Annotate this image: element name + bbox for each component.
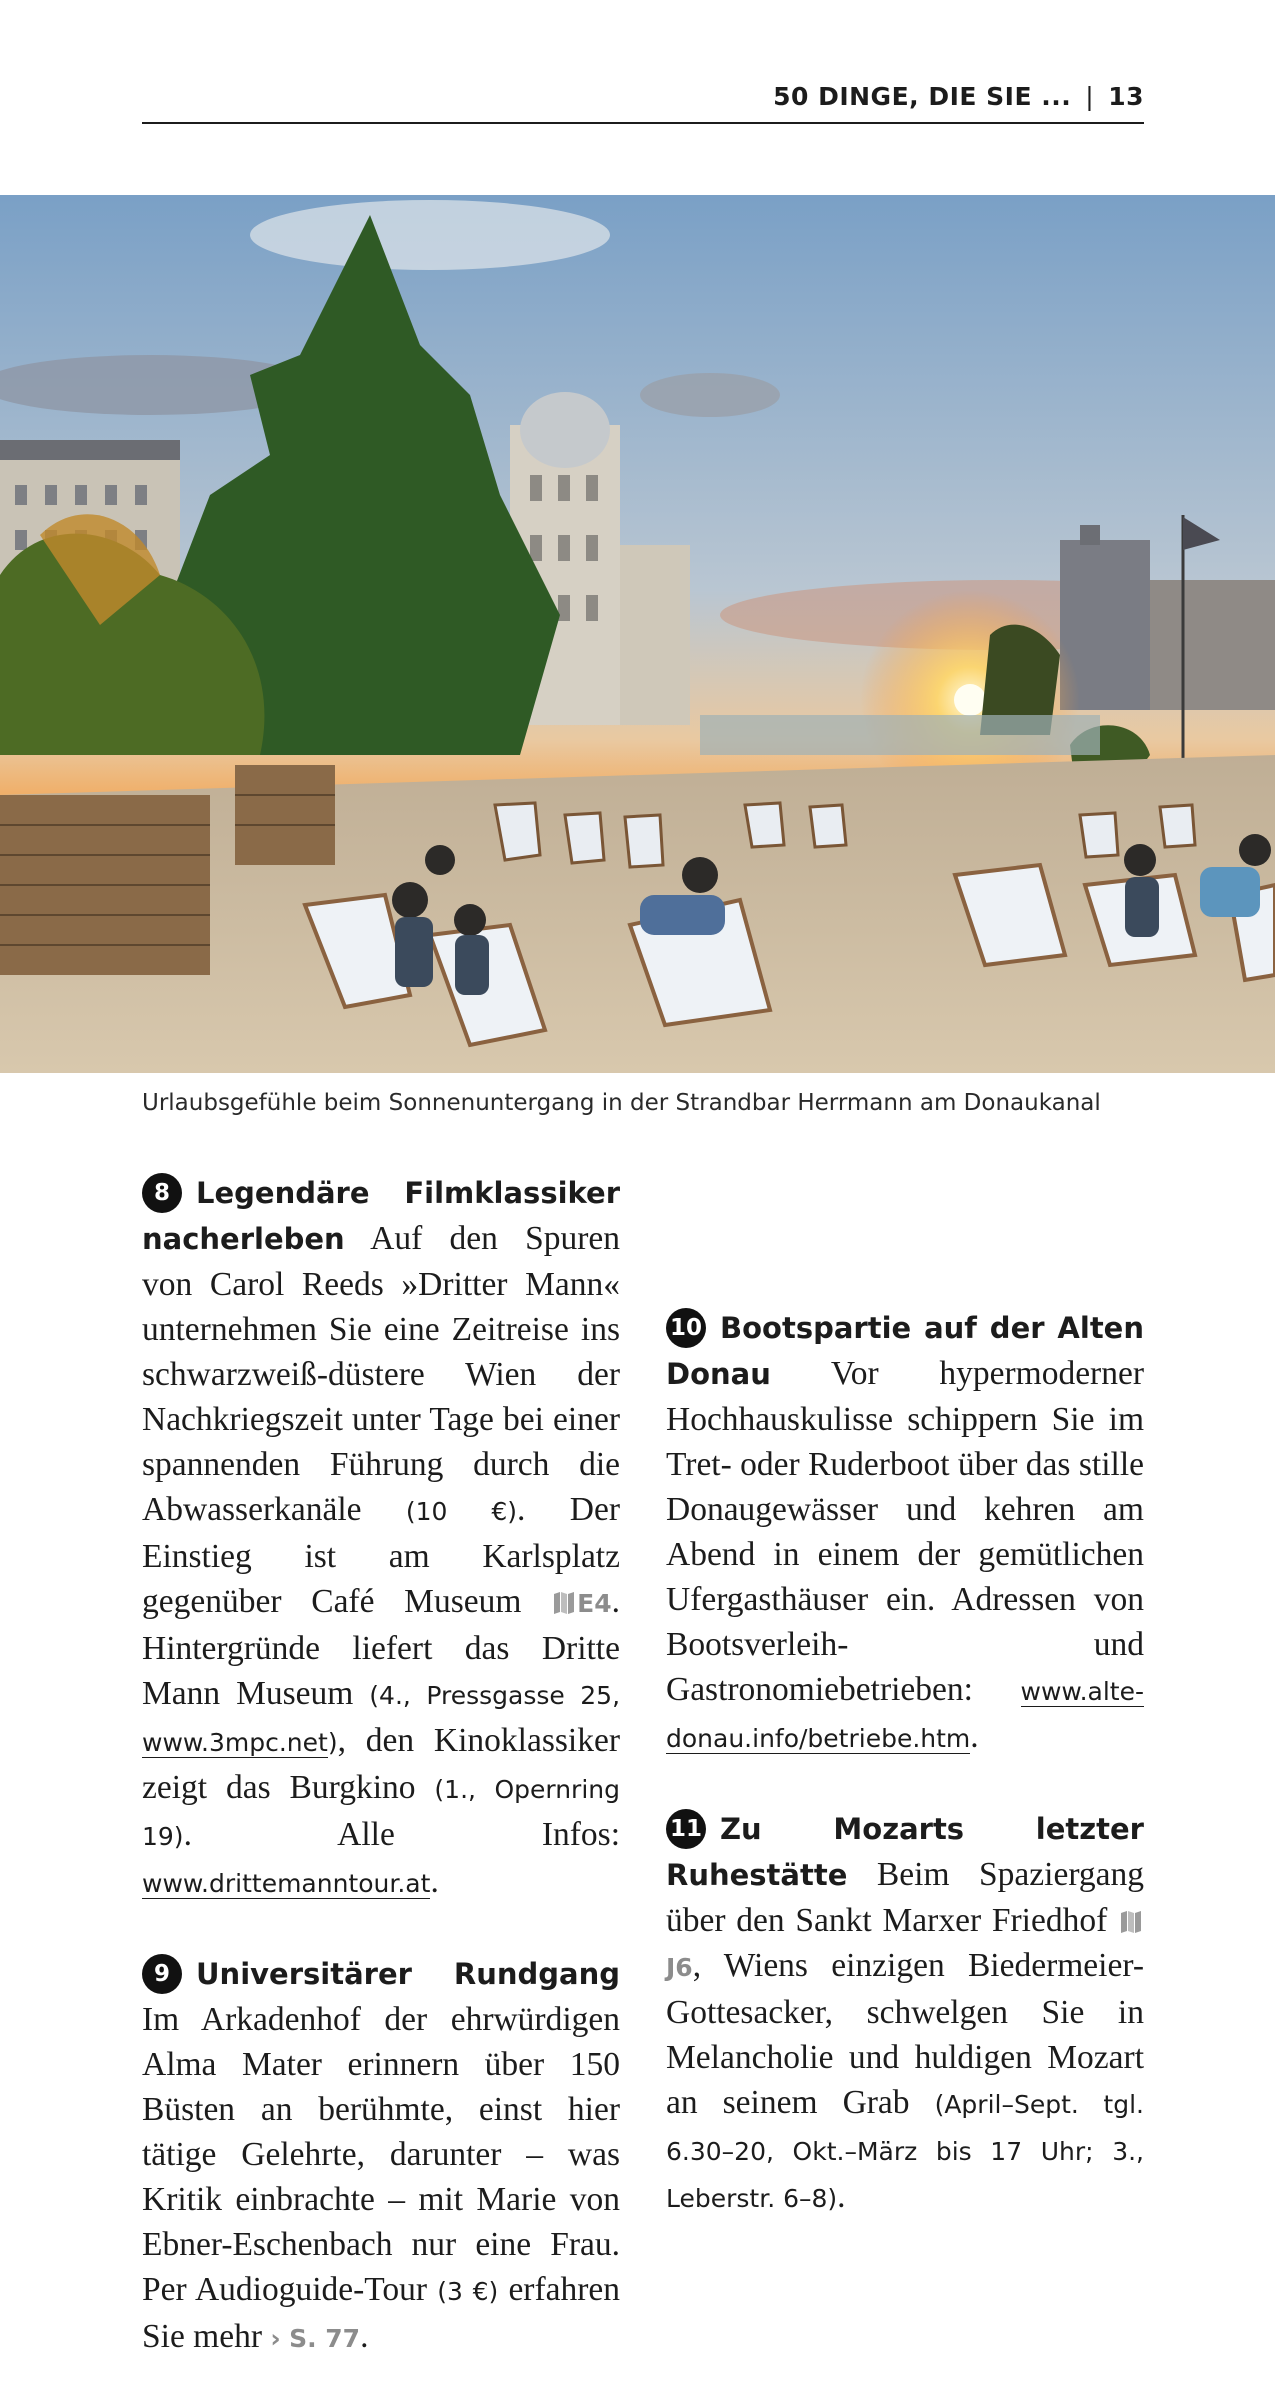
tip-body: . Hintergründe liefert das Dritte Mann Museum xyxy=(142,1583,620,1712)
running-header xyxy=(142,70,1144,124)
tip-entry-9 xyxy=(142,1951,620,2361)
tip-title: Zu Mozarts letzter Ruhestätte xyxy=(666,1812,1144,1892)
tip-body: . Der Einstieg ist am Karlsplatz gegenüber Café Museum xyxy=(142,1491,620,1620)
tip-end: . xyxy=(360,2318,369,2355)
tip-address: (1., Opernring 19) xyxy=(142,1775,620,1851)
map-reference[interactable]: E4 xyxy=(577,1589,612,1618)
tip-title: Legendäre Filmklassiker nacherleben xyxy=(142,1176,620,1256)
tip-body: Beim Spaziergang über den Sankt Marxer Friedhof xyxy=(666,1856,1144,1939)
tip-end: . xyxy=(970,1718,979,1755)
tip-number-badge: 11 xyxy=(666,1809,706,1849)
page-reference[interactable]: S. 77 xyxy=(289,2324,361,2353)
tip-title: Universitärer Rundgang xyxy=(196,1957,620,1991)
website-link[interactable]: www.3mpc.net xyxy=(142,1728,328,1757)
tip-body: . Alle Infos: xyxy=(183,1816,620,1853)
running-title: 50 DINGE, DIE SIE ... xyxy=(773,82,1072,111)
page-number: 13 xyxy=(1108,82,1144,111)
tip-entry-8 xyxy=(142,1170,620,1906)
tip-number-badge: 8 xyxy=(142,1173,182,1213)
chevron-right-icon: › xyxy=(270,2324,281,2353)
tip-opening-hours: (April–Sept. tgl. 6.30–20, Okt.–März bis 17 Uhr; 3., Leberstr. 6–8) xyxy=(666,2090,1144,2213)
tip-price: (3 €) xyxy=(437,2277,499,2306)
beach-bar-photo xyxy=(0,195,1275,1073)
map-icon xyxy=(1120,1901,1142,1925)
tip-body: Im Arkadenhof der ehrwürdigen Alma Mater erinnern über 150 Büsten an berühmte, einst hier tätige Gelehrte, darunter – was Kritik einbrachte – mit Marie von Ebner-Eschenbach nur eine Frau. Per Audioguide-Tour xyxy=(142,2001,620,2308)
tip-address: (4., Pressgasse 25, xyxy=(369,1681,621,1710)
tip-entry-11 xyxy=(666,1806,1144,2221)
tip-body: Vor hypermoderner Hochhauskulisse schippern Sie im Tret- oder Ruderboot über das stille Donaugewässer und kehren am Abend in einem der gemütlichen Ufergasthäuser ein. Adressen von Bootsverleih- und Gastronomiebetrieben: xyxy=(666,1355,1144,1708)
tip-body: erfahren Sie mehr xyxy=(142,2271,621,2355)
tip-price: (10 €) xyxy=(405,1497,518,1526)
tip-title: Bootspartie auf der Alten Donau xyxy=(666,1311,1144,1391)
tip-number-badge: 10 xyxy=(666,1308,706,1348)
tip-end: . xyxy=(430,1863,439,1900)
photo-caption: Urlaubsgefühle beim Sonnenuntergang in der Strandbar Herrmann am Donaukanal xyxy=(142,1090,1101,1116)
text-column-left xyxy=(142,1170,620,2406)
tip-entry-10 xyxy=(666,1305,1144,1761)
text-column-right xyxy=(666,1305,1144,2266)
header-separator: | xyxy=(1085,82,1095,111)
tip-body: , Wiens einzigen Biedermeier-Gottesacker, schwelgen Sie in Melancholie und huldigen Mozart an seinem Grab xyxy=(666,1947,1144,2121)
sunset-beach-illustration xyxy=(0,195,1275,1073)
tip-body: , den Kinoklassiker zeigt das Burgkino xyxy=(142,1722,620,1806)
tip-body: Auf den Spuren von Carol Reeds »Dritter Mann« unternehmen Sie eine Zeitreise ins schwarzweiß-düstere Wien der Nachkriegszeit unter Tage bei einer spannenden Führung durch die Abwasserkanäle xyxy=(142,1220,621,1528)
tip-end: . xyxy=(837,2178,846,2215)
map-reference[interactable]: J6 xyxy=(666,1953,693,1982)
map-icon xyxy=(553,1582,575,1606)
website-link[interactable]: www.drittemanntour.at xyxy=(142,1869,431,1898)
tip-address-close: ) xyxy=(327,1728,338,1757)
tip-number-badge: 9 xyxy=(142,1954,182,1994)
website-link[interactable]: www.alte-donau.info/betriebe.htm xyxy=(666,1677,1144,1753)
